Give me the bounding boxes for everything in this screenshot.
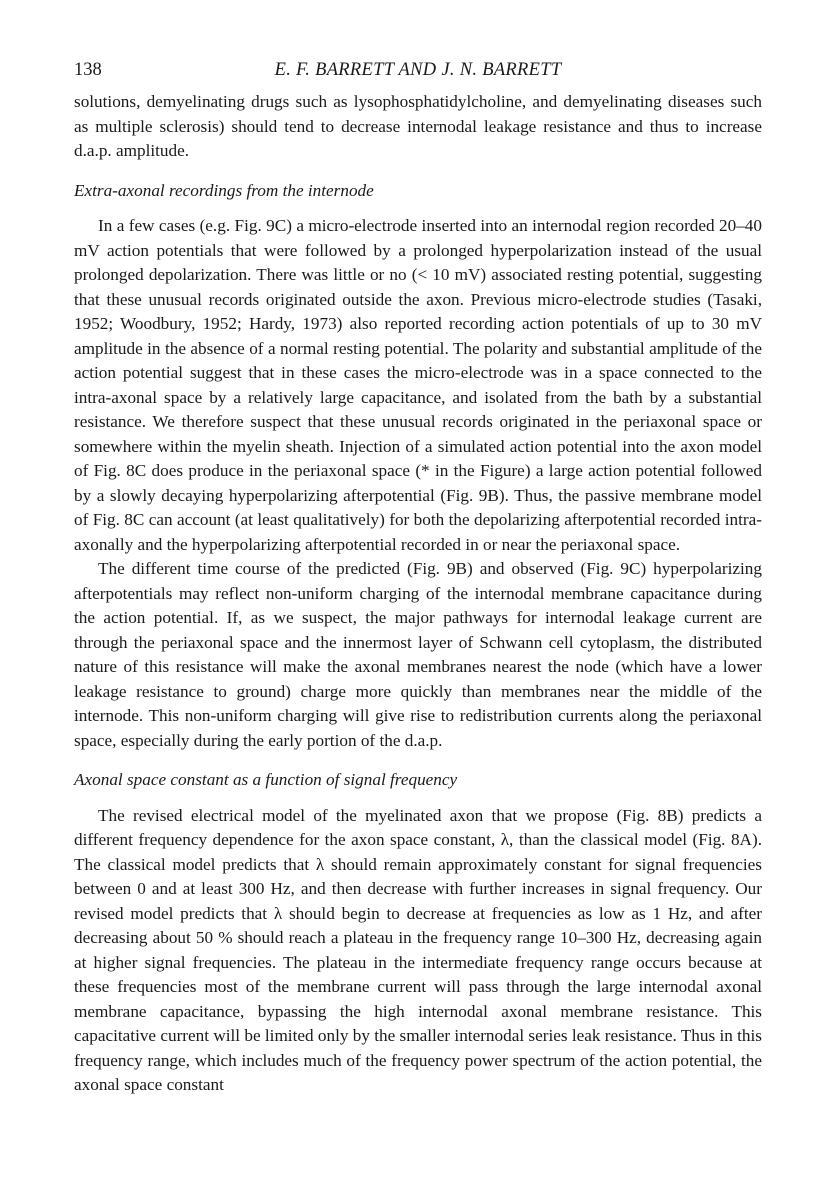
page-number: 138 [74,60,102,80]
page [74,60,762,1098]
section-heading-space-constant: Axonal space constant as a function of signal frequency [74,770,458,789]
running-head: E. F. BARRETT AND J. N. BARRETT [274,60,562,80]
body-paragraph: In a few cases (e.g. Fig. 9C) a micro-electrode inserted into an internodal region recorded 20–40 mV action potentials that were followed by a prolonged hyperpolarization instead of the usual prolonged depolarization. There was little or no (< 10 mV) associated resting potential, suggesting that these unusual records originated outside the axon. Previous micro-electrode studies (Tasaki, 1952; Woodbury, 1952; Hardy, 1973) also reported recording action potentials of up to 30 mV amplitude in the absence of a normal resting potential. The polarity and substantial amplitude of the action potential suggest that in these cases the micro-electrode was in a space connected to the intra-axonal space by a relatively large capacitance, and isolated from the bath by a substantial resistance. We therefore suspect that these unusual records originated in the periaxonal space or somewhere within the myelin sheath. Injection of a simulated action potential into the axon model of Fig. 8C does produce in the periaxonal space (* in the Figure) a large action potential followed by a slowly decaying hyperpolarizing afterpotential (Fig. 9B). Thus, the passive membrane model of Fig. 8C can account (at least qualitatively) for both the depolarizing afterpotential recorded intra-axonally and the hyperpolarizing afterpotential recorded in or near the periaxonal space. [74,216,762,554]
page-header [74,60,762,90]
body-paragraph: The different time course of the predicted (Fig. 9B) and observed (Fig. 9C) hyperpolarizing afterpotentials may reflect non-uniform charging of the internodal membrane capacitance during the action potential. If, as we suspect, the major pathways for internodal leakage current are through the periaxonal space and the innermost layer of Schwann cell cytoplasm, the distributed nature of this resistance will make the axonal membranes nearest the node (which have a lower leakage resistance to ground) charge more quickly than membranes near the middle of the internode. This non-uniform charging will give rise to redistribution currents along the periaxonal space, especially during the early portion of the d.a.p. [74,559,762,750]
body-paragraph: The revised electrical model of the myelinated axon that we propose (Fig. 8B) predicts a different frequency dependence for the axon space constant, λ, than the classical model (Fig. 8A). The classical model predicts that λ should remain approximately constant for signal frequencies between 0 and at least 300 Hz, and then decrease with further increases in signal frequency. Our revised model predicts that λ should begin to decrease at frequencies as low as 1 Hz, and after decreasing about 50 % should reach a plateau in the frequency range 10–300 Hz, decreasing again at higher signal frequencies. The plateau in the intermediate frequency range occurs because at these frequencies most of the membrane current will pass through the large internodal axonal membrane capacitance, bypassing the high internodal axonal membrane resistance. This capacitative current will be limited only by the smaller internodal series leak resistance. Thus in this frequency range, which includes much of the frequency power spectrum of the action potential, the axonal space constant [74,805,762,1094]
section-heading-extra-axonal: Extra-axonal recordings from the internode [74,180,374,200]
continuation-paragraph: solutions, demyelinating drugs such as lysophosphatidylcholine, and demyelinating diseases such as multiple sclerosis) should tend to decrease internodal leakage resistance and thus to increase d.a.p. amplitude. [74,92,762,160]
